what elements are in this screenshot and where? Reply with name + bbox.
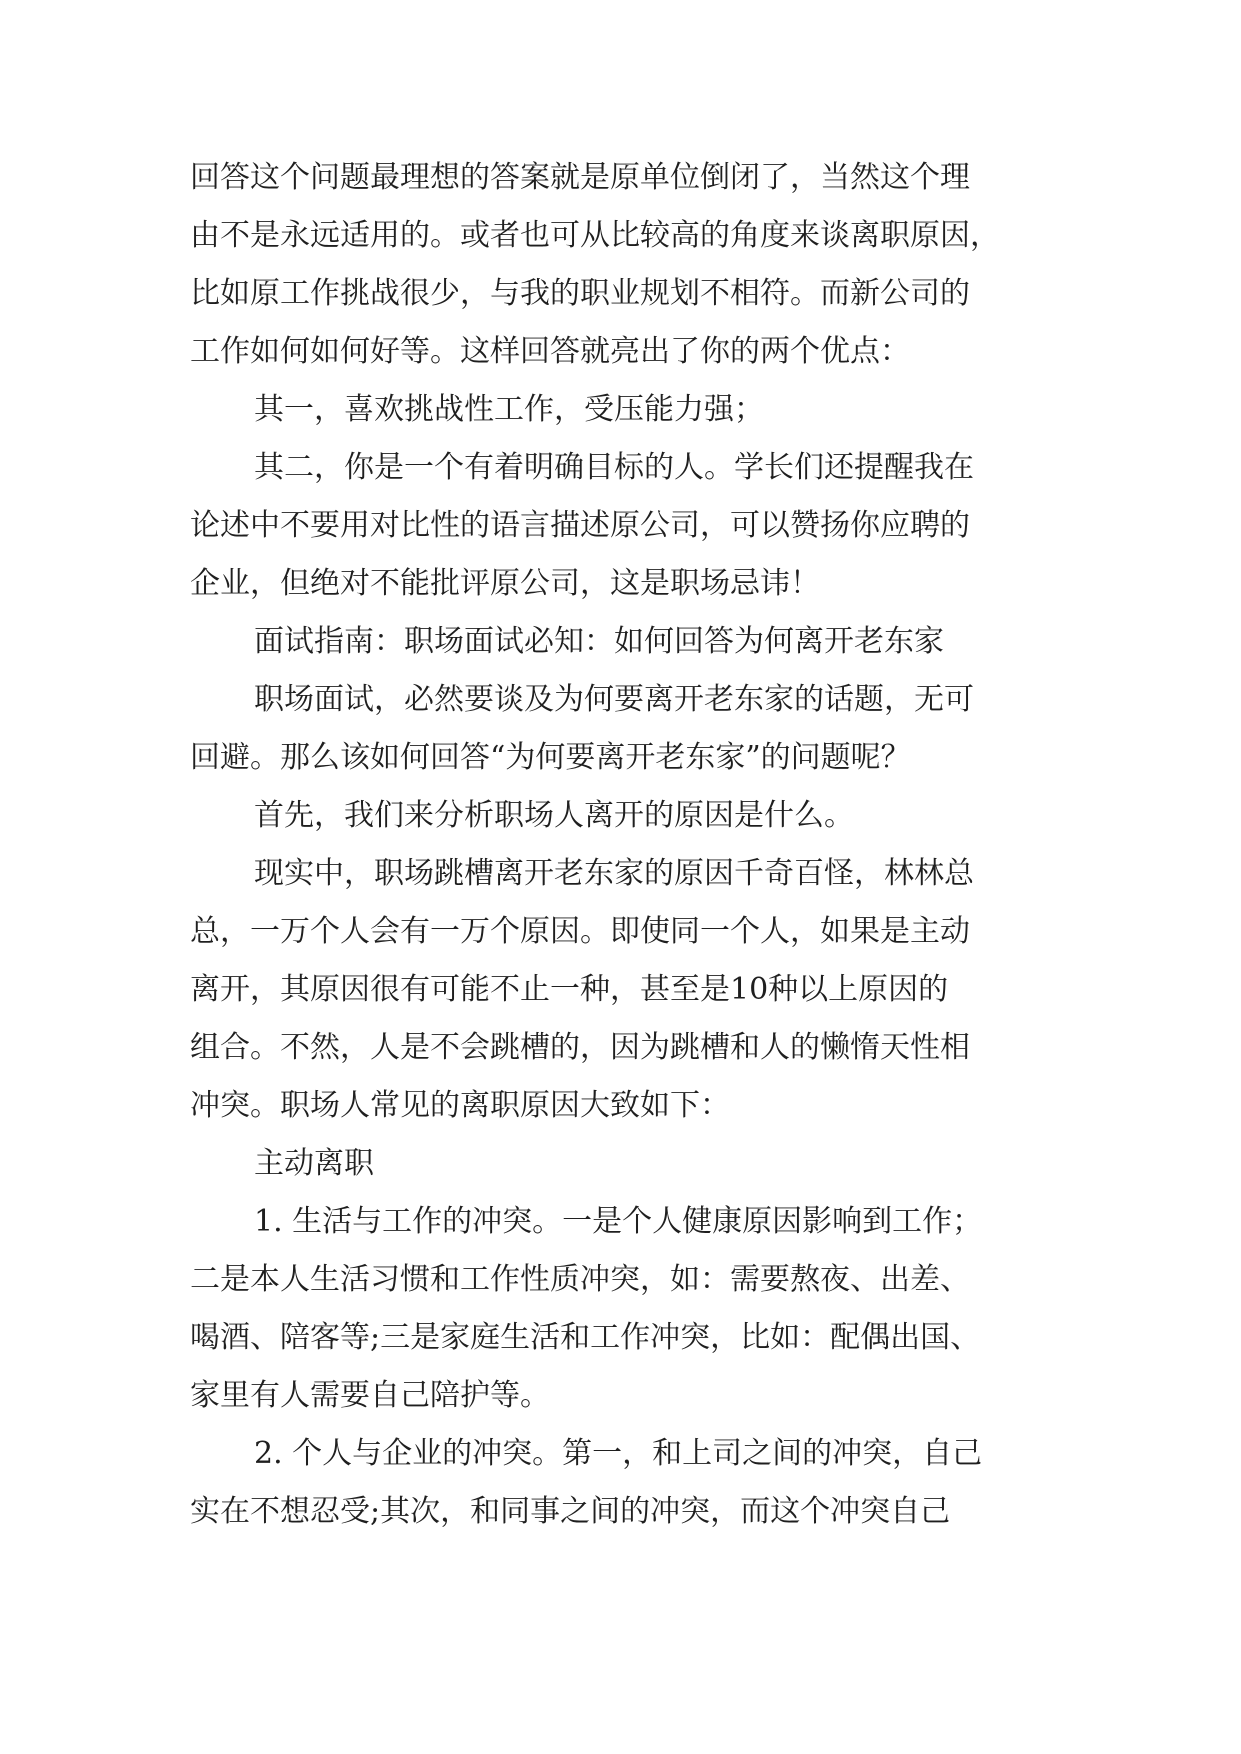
paragraph-line: 总，一万个人会有一万个原因。即使同一个人，如果是主动 [190,914,970,949]
paragraph-line: 组合。不然，人是不会跳槽的，因为跳槽和人的懒惰天性相 [190,1030,970,1065]
list-item-line: 实在不想忍受;其次，和同事之间的冲突，而这个冲突自己 [190,1494,951,1529]
list-item-line: 喝酒、陪客等;三是家庭生活和工作冲突，比如：配偶出国、 [190,1320,981,1355]
section-heading: 面试指南：职场面试必知：如何回答为何离开老东家 [254,624,944,659]
list-item-line: 2. 个人与企业的冲突。第一，和上司之间的冲突，自己 [254,1436,983,1471]
paragraph-line: 回答这个问题最理想的答案就是原单位倒闭了，当然这个理 [190,160,970,195]
paragraph-line: 首先，我们来分析职场人离开的原因是什么。 [254,798,854,833]
paragraph-line: 其一，喜欢挑战性工作，受压能力强； [254,392,764,427]
paragraph-line: 冲突。职场人常见的离职原因大致如下： [190,1088,730,1123]
paragraph-line: 企业，但绝对不能批评原公司，这是职场忌讳！ [190,566,820,601]
list-item-line: 家里有人需要自己陪护等。 [190,1378,550,1413]
section-heading: 主动离职 [254,1146,374,1181]
paragraph-line: 由不是永远适用的。或者也可从比较高的角度来谈离职原因， [190,218,1000,253]
paragraph-line: 职场面试，必然要谈及为何要离开老东家的话题，无可 [254,682,974,717]
list-item-line: 二是本人生活习惯和工作性质冲突，如：需要熬夜、出差、 [190,1262,970,1297]
list-item-line: 1. 生活与工作的冲突。一是个人健康原因影响到工作； [254,1204,983,1239]
paragraph-line: 现实中，职场跳槽离开老东家的原因千奇百怪，林林总 [254,856,974,891]
paragraph-line: 回避。那么该如何回答“为何要离开老东家”的问题呢？ [190,740,911,775]
paragraph-line: 其二，你是一个有着明确目标的人。学长们还提醒我在 [254,450,974,485]
paragraph-line: 工作如何如何好等。这样回答就亮出了你的两个优点： [190,334,910,369]
paragraph-line: 离开，其原因很有可能不止一种，甚至是10种以上原因的 [190,972,949,1007]
paragraph-line: 论述中不要用对比性的语言描述原公司，可以赞扬你应聘的 [190,508,970,543]
paragraph-line: 比如原工作挑战很少，与我的职业规划不相符。而新公司的 [190,276,970,311]
